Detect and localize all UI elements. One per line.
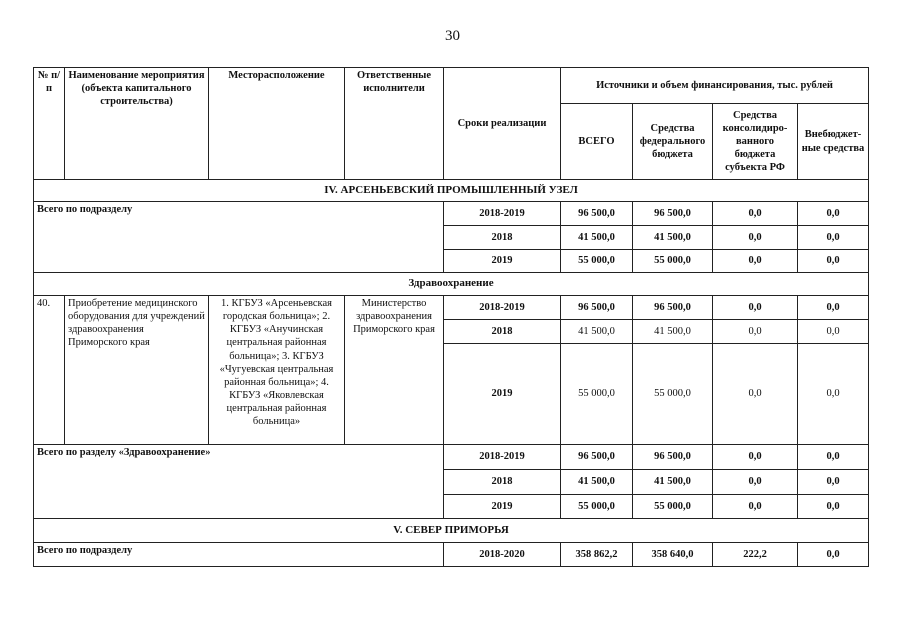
federal-cell: 358 640,0: [633, 543, 713, 567]
section-v-title: V. СЕВЕР ПРИМОРЬЯ: [34, 519, 869, 543]
period-cell: 2018: [444, 470, 561, 495]
header-extra: Внебюджет-ные средства: [798, 104, 869, 180]
total-cell: 96 500,0: [561, 202, 633, 226]
period-cell: 2019: [444, 495, 561, 519]
header-row-1: [34, 68, 869, 104]
federal-cell: 41 500,0: [633, 320, 713, 344]
regional-cell: 0,0: [713, 250, 798, 273]
period-cell: 2018-2020: [444, 543, 561, 567]
section-iv-subtotal-label: Всего по подразделу: [34, 202, 444, 273]
page-number: 30: [445, 28, 460, 44]
health-section-title: Здравоохранение: [34, 273, 869, 296]
regional-cell: 0,0: [713, 470, 798, 495]
federal-cell: 96 500,0: [633, 202, 713, 226]
extra-cell: 0,0: [798, 250, 869, 273]
extra-cell: 0,0: [798, 470, 869, 495]
regional-cell: 0,0: [713, 344, 798, 445]
total-cell: 55 000,0: [561, 344, 633, 445]
period-cell: 2019: [444, 250, 561, 273]
section-v-row: [34, 519, 869, 543]
table-row: [34, 543, 869, 567]
period-cell: 2018-2019: [444, 296, 561, 320]
federal-cell: 55 000,0: [633, 495, 713, 519]
total-cell: 358 862,2: [561, 543, 633, 567]
period-cell: 2018-2019: [444, 202, 561, 226]
header-regional: Средства консолидиро-ванного бюджета субъекта РФ: [713, 104, 798, 180]
total-cell: 96 500,0: [561, 445, 633, 470]
regional-cell: 0,0: [713, 202, 798, 226]
header-responsible: Ответственные исполнители: [345, 68, 444, 180]
regional-cell: 0,0: [713, 226, 798, 250]
header-total: ВСЕГО: [561, 104, 633, 180]
header-name: Наименование мероприятия (объекта капитального строительства): [65, 68, 209, 180]
extra-cell: 0,0: [798, 202, 869, 226]
federal-cell: 96 500,0: [633, 445, 713, 470]
item-number: 40.: [34, 296, 65, 445]
regional-cell: 222,2: [713, 543, 798, 567]
total-cell: 96 500,0: [561, 296, 633, 320]
extra-cell: 0,0: [798, 296, 869, 320]
header-num: № п/п: [34, 68, 65, 180]
table-row: [34, 202, 869, 226]
financing-table: [33, 67, 869, 567]
period-cell: 2019: [444, 344, 561, 445]
total-cell: 55 000,0: [561, 250, 633, 273]
total-cell: 41 500,0: [561, 470, 633, 495]
section-iv-title: IV. АРСЕНЬЕВСКИЙ ПРОМЫШЛЕННЫЙ УЗЕЛ: [34, 180, 869, 202]
total-cell: 41 500,0: [561, 320, 633, 344]
regional-cell: 0,0: [713, 495, 798, 519]
section-v-subtotal-label: Всего по подразделу: [34, 543, 444, 567]
extra-cell: 0,0: [798, 344, 869, 445]
header-federal: Средства федерального бюджета: [633, 104, 713, 180]
extra-cell: 0,0: [798, 445, 869, 470]
federal-cell: 96 500,0: [633, 296, 713, 320]
table-row: [34, 296, 869, 320]
regional-cell: 0,0: [713, 320, 798, 344]
section-iv-row: [34, 180, 869, 202]
federal-cell: 41 500,0: [633, 226, 713, 250]
table-row: [34, 445, 869, 470]
regional-cell: 0,0: [713, 445, 798, 470]
extra-cell: 0,0: [798, 495, 869, 519]
federal-cell: 55 000,0: [633, 344, 713, 445]
total-cell: 55 000,0: [561, 495, 633, 519]
header-terms: Сроки реализации: [444, 68, 561, 180]
item-responsible: Министерство здравоохранения Приморского края: [345, 296, 444, 445]
federal-cell: 41 500,0: [633, 470, 713, 495]
period-cell: 2018-2019: [444, 445, 561, 470]
extra-cell: 0,0: [798, 226, 869, 250]
health-subtotal-label: Всего по разделу «Здравоохранение»: [34, 445, 444, 519]
total-cell: 41 500,0: [561, 226, 633, 250]
period-cell: 2018: [444, 320, 561, 344]
item-name: Приобретение медицинского оборудования для учреждений здравоохранения Приморского края: [65, 296, 209, 445]
period-cell: 2018: [444, 226, 561, 250]
regional-cell: 0,0: [713, 296, 798, 320]
federal-cell: 55 000,0: [633, 250, 713, 273]
extra-cell: 0,0: [798, 543, 869, 567]
health-section-row: [34, 273, 869, 296]
item-location: 1. КГБУЗ «Арсеньевская городская больница»; 2. КГБУЗ «Анучинская центральная районная больница»; 3. КГБУЗ «Чугуевская центральная районная больница»; 4. КГБУЗ «Яковлевская центральная районная больница»: [209, 296, 345, 445]
header-location: Месторасположение: [209, 68, 345, 180]
extra-cell: 0,0: [798, 320, 869, 344]
header-sources: Источники и объем финансирования, тыс. рублей: [561, 68, 869, 104]
